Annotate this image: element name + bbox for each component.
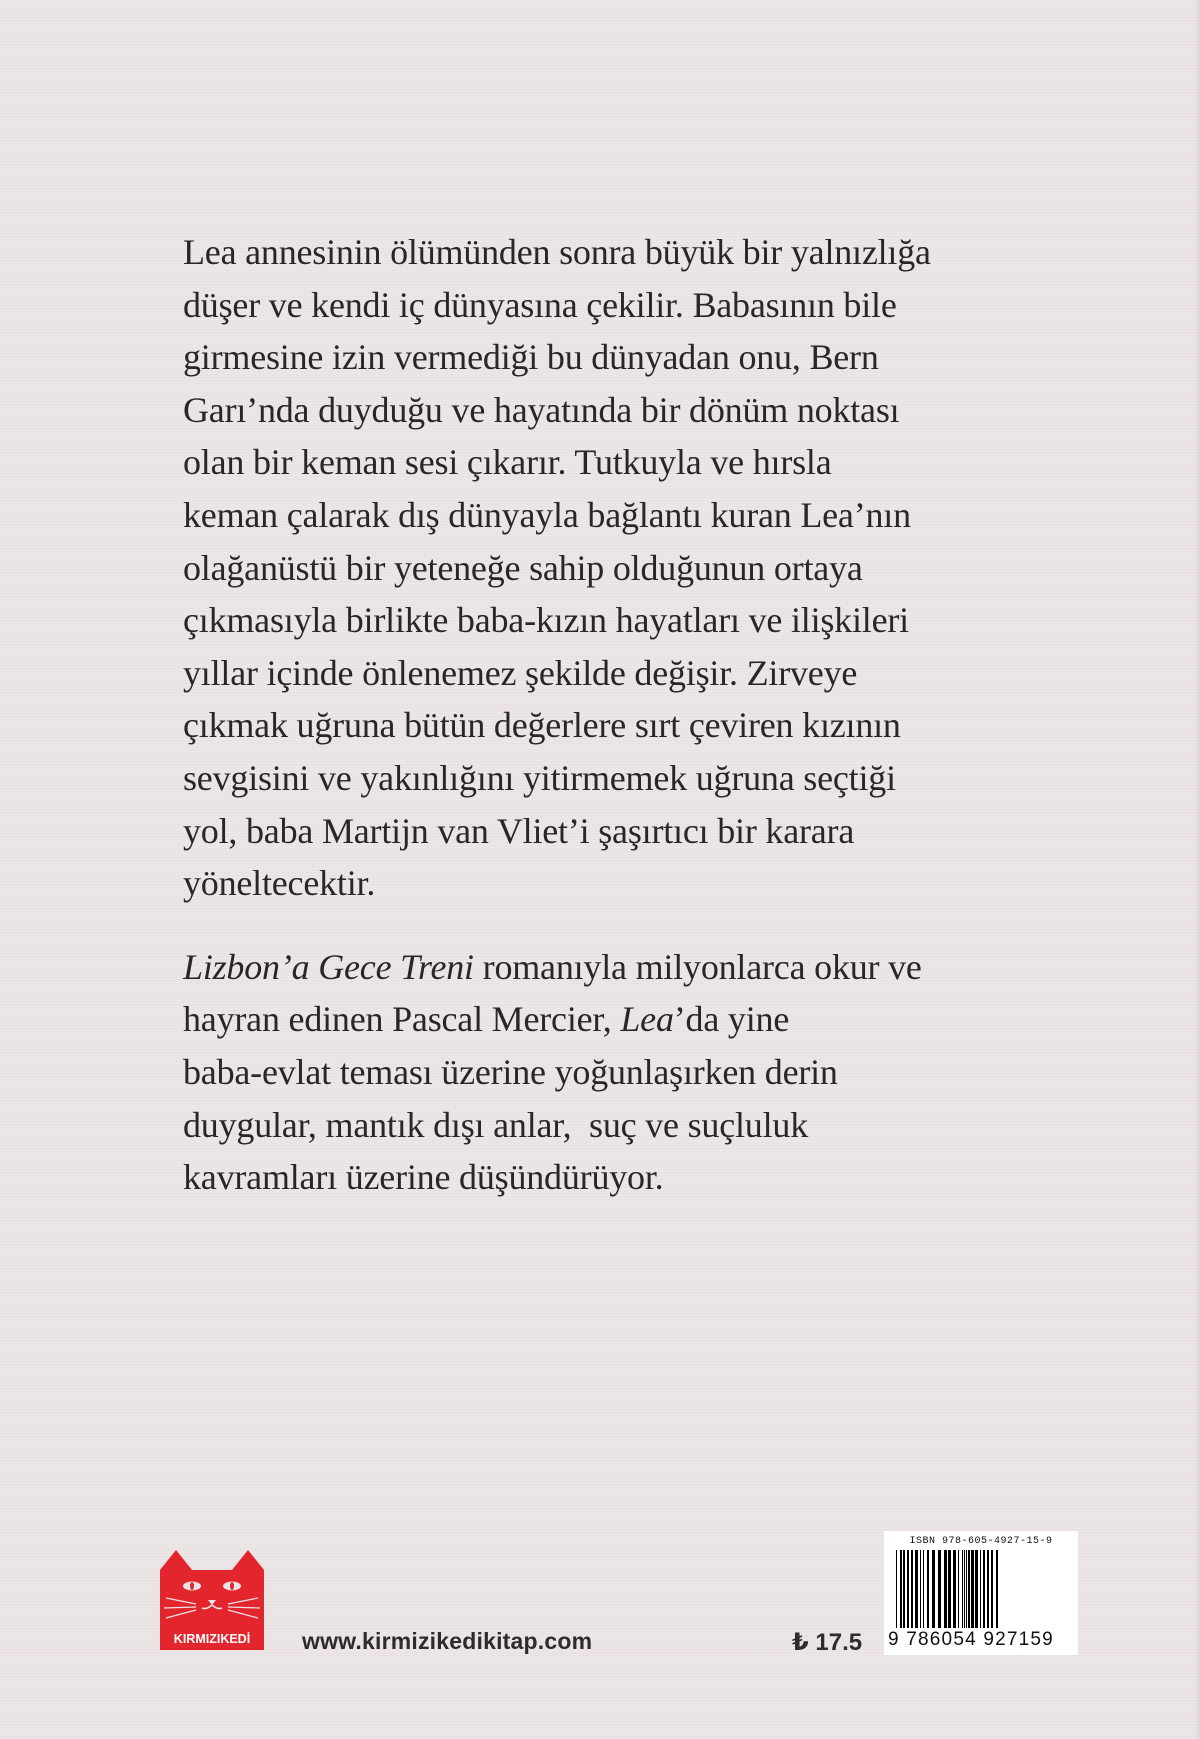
barcode-bar: [996, 1550, 998, 1628]
blurb-line: girmesine izin vermediği bu dünyadan onu, Bern: [183, 337, 879, 378]
barcode-bar: [958, 1550, 959, 1628]
blurb-line: [183, 941, 1043, 994]
barcode-bar: [911, 1550, 913, 1628]
barcode-bar: [932, 1550, 935, 1628]
blurb-text: hayran edinen Pascal Mercier,: [183, 999, 621, 1040]
barcode-bar: [896, 1550, 897, 1628]
blurb-text: romanıyla milyonlarca okur ve: [473, 946, 922, 987]
barcode-bar: [927, 1550, 929, 1628]
blurb-line: baba-evlat teması üzerine yoğunlaşırken derin: [183, 1051, 838, 1092]
ean-digits: 9 786054 927159: [888, 1629, 1054, 1650]
barcode-bar: [975, 1550, 978, 1628]
barcode-bar: [991, 1550, 993, 1628]
back-cover-blurb: [183, 226, 1043, 1204]
blurb-line: Garı’nda duyduğu ve hayatında bir dönüm noktası: [183, 389, 900, 430]
blurb-line: yol, baba Martijn van Vliet’i şaşırtıcı bir karara: [183, 810, 855, 851]
barcode-bar: [968, 1550, 970, 1628]
barcode-bar: [966, 1550, 967, 1628]
blurb-line: düşer ve kendi iç dünyasına çekilir. Babasının bile: [183, 284, 897, 325]
blurb-paragraph-1: [183, 226, 1043, 910]
barcode-bar: [944, 1550, 947, 1628]
barcode-bar: [953, 1550, 956, 1628]
barcode-bar: [948, 1550, 951, 1628]
isbn-label: ISBN 978-605-4927-15-9: [909, 1536, 1053, 1547]
blurb-line: kavramları üzerine düşündürüyor.: [183, 1157, 664, 1198]
barcode-bar: [903, 1550, 905, 1628]
book-title-italic: Lizbon’a Gece Treni: [183, 946, 474, 987]
blurb-line: keman çalarak dış dünyayla bağlantı kuran Lea’nın: [183, 494, 911, 535]
blurb-line: yıllar içinde önlenemez şekilde değişir. Zirveye: [183, 652, 858, 693]
logo-text: KIRMIZIKEDİ: [173, 1632, 251, 1646]
barcode-bar: [980, 1550, 981, 1628]
barcode-bar: [907, 1550, 909, 1628]
blurb-line: olağanüstü bir yeteneğe sahip olduğunun ortaya: [183, 547, 863, 588]
barcode-bar: [938, 1550, 941, 1628]
blurb-paragraph-2: [183, 941, 1043, 1204]
barcode-bar: [923, 1550, 924, 1628]
blurb-line: duygular, mantık dışı anlar, suç ve suçluluk: [183, 1104, 808, 1145]
blurb-line: Lea annesinin ölümünden sonra büyük bir yalnızlığa: [183, 232, 931, 272]
blurb-text: ’da yine: [673, 999, 790, 1040]
barcode-bar: [900, 1550, 902, 1628]
barcode-bar: [915, 1550, 918, 1628]
barcode-bar: [971, 1550, 974, 1628]
blurb-line: [183, 993, 1043, 1046]
barcode-bar: [987, 1550, 989, 1628]
barcode-bar: [962, 1550, 963, 1628]
blurb-line: sevgisini ve yakınlığını yitirmemek uğruna seçtiği: [183, 757, 896, 798]
barcode-bar: [983, 1550, 985, 1628]
barcode-bar: [964, 1550, 965, 1628]
book-title-italic: Lea: [620, 999, 674, 1040]
barcode-bars: [896, 1550, 1064, 1628]
publisher-logo: [156, 1546, 268, 1652]
blurb-line: çıkmak uğruna bütün değerlere sırt çeviren kızının: [183, 705, 901, 746]
isbn-barcode: [884, 1531, 1078, 1655]
cover-edge-shadow: [1194, 0, 1200, 1739]
blurb-line: olan bir keman sesi çıkarır. Tutkuyla ve hırsla: [183, 442, 832, 483]
blurb-line: yöneltecektir.: [183, 863, 376, 904]
barcode-bar: [920, 1550, 921, 1628]
publisher-website[interactable]: www.kirmizikedikitap.com: [302, 1628, 593, 1654]
price-label: ₺ 17.5: [792, 1629, 863, 1656]
blurb-line: çıkmasıyla birlikte baba-kızın hayatları ve ilişkileri: [183, 600, 909, 641]
